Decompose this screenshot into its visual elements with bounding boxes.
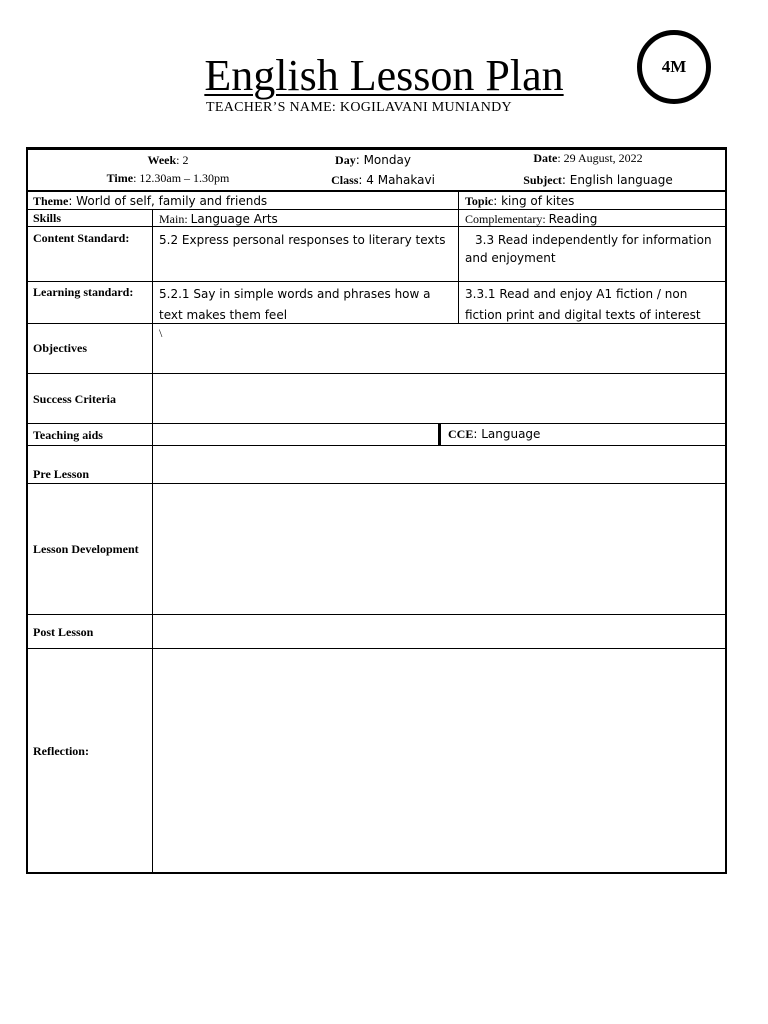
row-divider xyxy=(28,373,725,374)
teaching-aids-label: Teaching aids xyxy=(33,428,103,442)
skills-label: Skills xyxy=(33,211,62,225)
row-divider xyxy=(28,483,725,484)
reflection-label: Reflection: xyxy=(33,744,89,758)
row-divider xyxy=(28,423,725,424)
class-field: Class: 4 Mahakavi xyxy=(331,173,435,187)
pre-lesson-label: Pre Lesson xyxy=(33,467,90,481)
success-criteria-label: Success Criteria xyxy=(33,392,116,406)
week-field: Week: 2 xyxy=(147,153,189,167)
column-divider xyxy=(458,190,459,324)
learning-standard-main: 5.2.1 Say in simple words and phrases how a text makes them feel xyxy=(159,287,431,322)
learning-standard-label: Learning standard: xyxy=(33,285,134,299)
row-divider xyxy=(28,445,725,446)
lesson-plan-table xyxy=(26,147,727,874)
post-lesson-label: Post Lesson xyxy=(33,625,94,639)
time-field: Time: 12.30am – 1.30pm xyxy=(106,171,230,185)
skills-complementary: Complementary: Reading xyxy=(465,212,598,226)
theme-field: Theme: World of self, family and friends xyxy=(33,194,268,208)
learning-standard-complementary: 3.3.1 Read and enjoy A1 fiction / non fiction print and digital texts of interest xyxy=(465,287,701,322)
row-divider xyxy=(28,648,725,649)
row-divider xyxy=(28,190,725,192)
page-title: English Lesson Plan xyxy=(204,51,564,100)
teacher-name: TEACHER’S NAME: KOGILAVANI MUNIANDY xyxy=(206,100,512,115)
subject-field: Subject: English language xyxy=(523,173,673,187)
label-column-divider xyxy=(152,209,153,874)
content-standard-label: Content Standard: xyxy=(33,231,130,245)
lesson-development-label: Lesson Development xyxy=(33,542,139,556)
date-field: Date: 29 August, 2022 xyxy=(533,151,643,165)
day-field: Day: Monday xyxy=(335,153,411,167)
content-standard-main: 5.2 Express personal responses to literary texts xyxy=(159,233,446,247)
skills-main: Main: Language Arts xyxy=(159,212,278,226)
cce-divider xyxy=(438,423,441,445)
row-divider xyxy=(28,614,725,615)
row-divider xyxy=(28,281,725,282)
content-standard-complementary: 3.3 Read independently for information and enjoyment xyxy=(465,233,712,265)
cce-field: CCE: Language xyxy=(448,427,541,441)
class-badge: 4M xyxy=(637,30,711,104)
objectives-value: \ xyxy=(159,326,163,340)
row-divider xyxy=(28,209,725,210)
topic-field: Topic: king of kites xyxy=(465,194,575,208)
objectives-label: Objectives xyxy=(33,341,87,355)
row-divider xyxy=(28,226,725,227)
